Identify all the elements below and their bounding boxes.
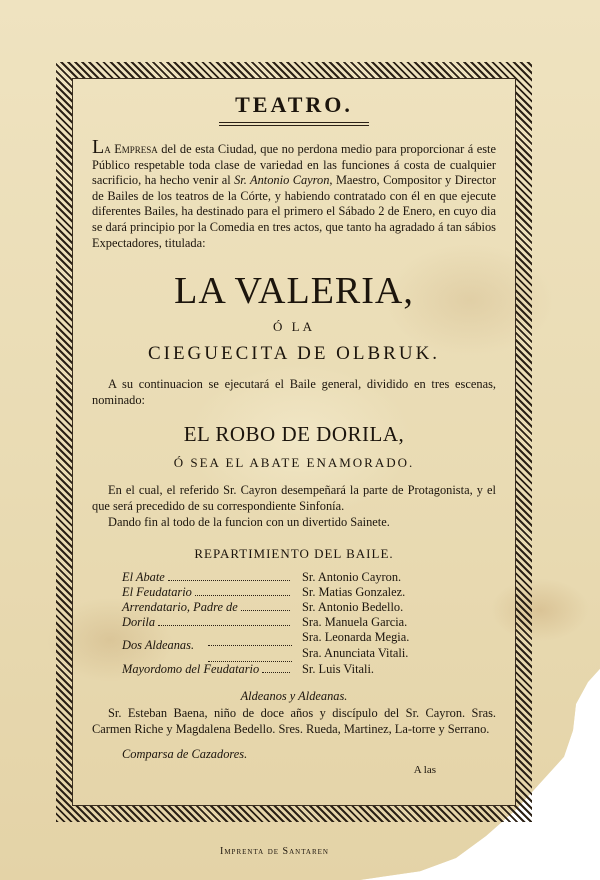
closing-paragraph: Dando fin al todo de la funcion con un divertido Sainete. (108, 514, 390, 529)
cast-row (122, 585, 409, 600)
poster-content (92, 88, 496, 776)
continuation-catchword: A las (413, 764, 436, 777)
cast-actor: Sra. Anunciata Vitali. (302, 646, 409, 661)
cast-role: El Abate (122, 570, 165, 585)
leader-dots (168, 580, 290, 581)
protagonist-paragraph: En el cual, el referido Sr. Cayron desempeñará la parte de Protagonista, y el que será precedido de su correspondiente Sinfonía. (92, 483, 496, 513)
cast-heading: REPARTIMIENTO DEL BAILE. (194, 546, 394, 562)
cast-role: El Feudatario (122, 585, 192, 600)
ballet-intro: A su continuacion se ejecutará el Baile general, dividido en tres escenas, nominado: (92, 377, 496, 407)
leader-dots (195, 595, 290, 596)
cast-row (122, 570, 409, 585)
cast-actor: Sra. Leonarda Megia. (302, 630, 410, 645)
cast-row (122, 600, 409, 615)
play-subtitle: CIEGUECITA DE OLBRUK. (147, 343, 441, 365)
leader-dots (158, 625, 290, 626)
cast-row (122, 662, 409, 678)
cast-actor: Sra. Manuela Garcia. (302, 615, 408, 630)
cast-role: Dorila (122, 615, 156, 630)
cast-role: Dos Aldeanas. (122, 638, 195, 653)
cast-actor: Sr. Matias Gonzalez. (302, 585, 406, 600)
director-name: Sr. Antonio Cayron (234, 173, 330, 188)
cast-actor: Sr. Antonio Cayron. (302, 570, 402, 585)
poster-title: TEATRO. (235, 92, 353, 117)
cast-actor: Sr. Antonio Bedello. (302, 600, 404, 615)
cast-role: Mayordomo del Feudatario (122, 662, 260, 677)
play-title: LA VALERIA, (174, 270, 414, 313)
empresa-text: a Empresa (104, 142, 158, 156)
aldeanos-paragraph: Sr. Esteban Baena, niño de doce años y discípulo del Sr. Cayron. Sras. Carmen Riche y Magdalena Bedello. Sres. Rueda, Martinez, La-torre y Serrano. (92, 706, 496, 736)
intro-text-2: , Maestro, Compositor y Director de Bailes de los teatros de la Córte, y habiendo contratado con él en que ejecute diferentes Bailes, ha destinado para el primero el Sábado 2 de Enero, en cuyo dia se dará principio por la Comedia en tres actos, que tanto ha agradado á tan sábios Expectadores, titulada: (92, 173, 496, 250)
comparsa-line: Comparsa de Cazadores. (122, 747, 248, 762)
cast-table (122, 570, 409, 677)
ballet-subtitle: Ó SEA EL ABATE ENAMORADO. (173, 455, 415, 471)
ballet-title: EL ROBO DE DORILA, (183, 422, 405, 447)
leader-dots (241, 610, 290, 611)
cast-row-aldeanas (122, 630, 409, 646)
cast-role: Arrendatario, Padre de (122, 600, 238, 615)
leader-dots (262, 672, 290, 673)
leader-dots (208, 630, 292, 646)
intro-text-1: del de esta Ciudad, que no perdona medio para proporcionar á este Público respetable toda clase de variedad en las funciones á costa de cualquier sacrificio, ha hecho venir al (92, 142, 496, 188)
intro-paragraph (92, 136, 496, 251)
play-connector: Ó LA (273, 319, 315, 335)
cast-row (122, 615, 409, 630)
printer-imprint: Imprenta de Santaren (220, 846, 329, 857)
drop-cap: L (92, 136, 105, 158)
aldeanos-heading: Aldeanos y Aldeanas. (240, 689, 348, 704)
title-rule (219, 122, 369, 126)
cast-actor: Sr. Luis Vitali. (302, 661, 375, 676)
leader-dots (208, 646, 292, 662)
